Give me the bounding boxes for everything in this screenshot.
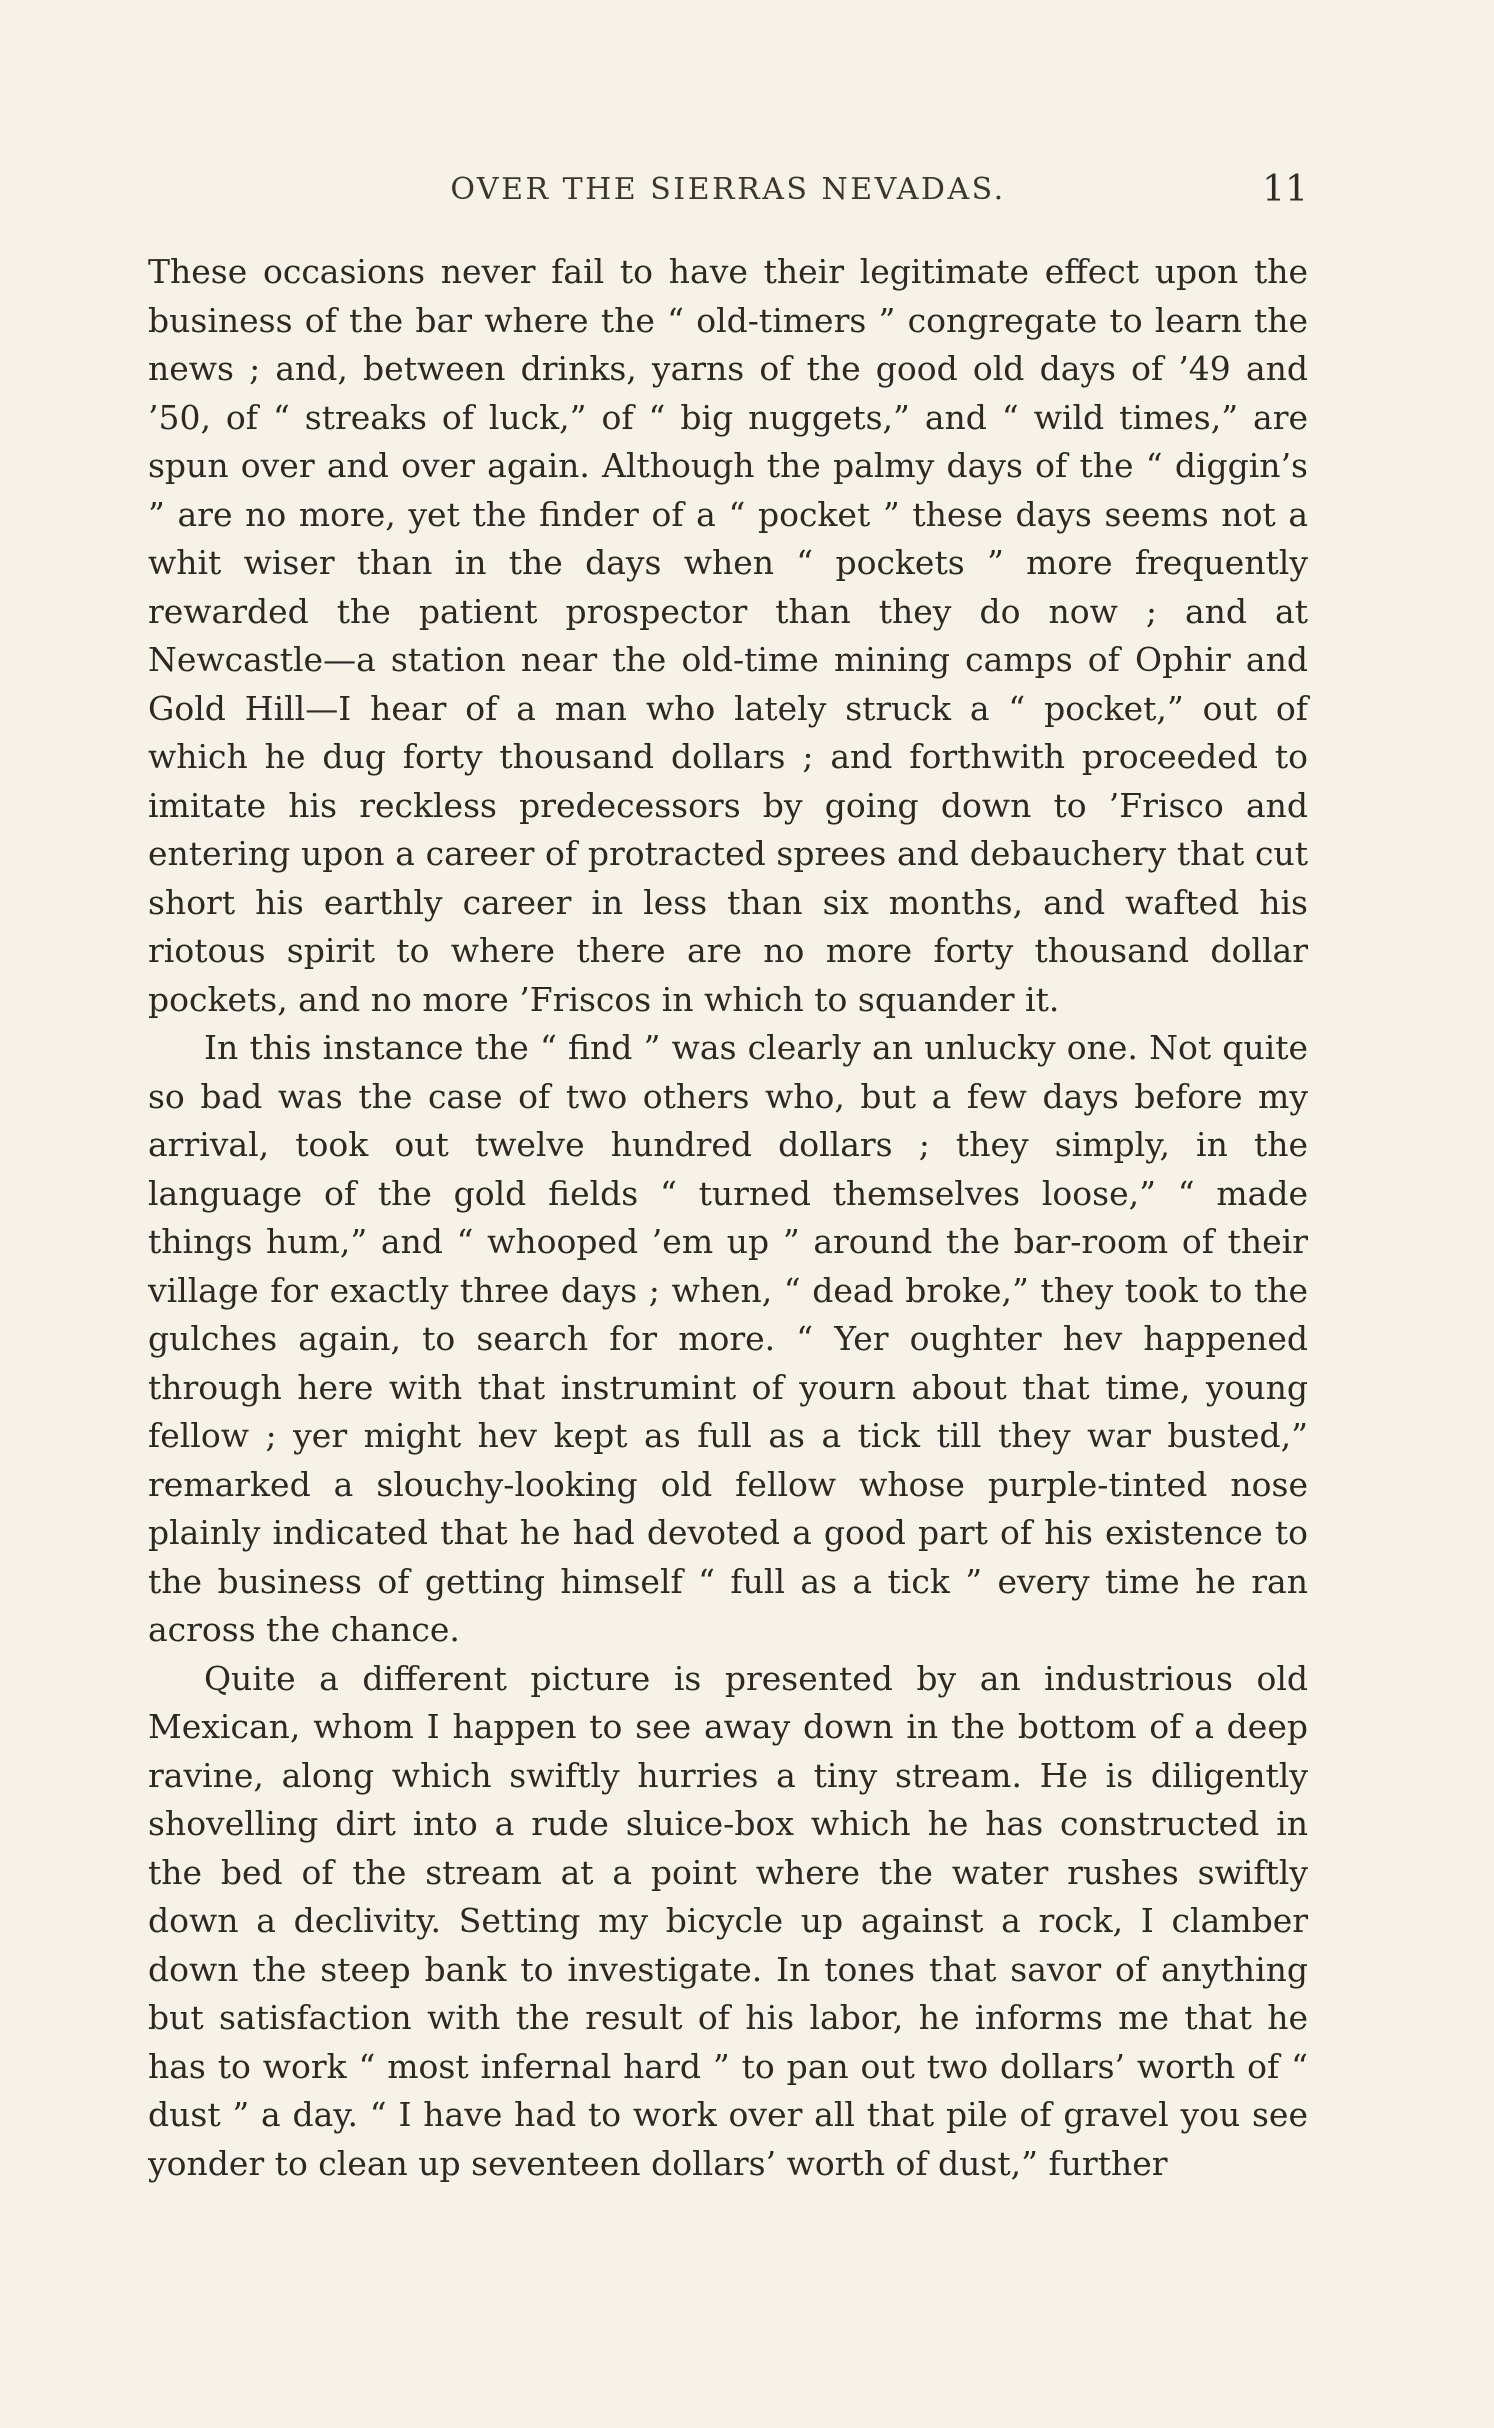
page-number: 11	[1262, 169, 1308, 210]
paragraph: In this instance the “ find ” was clearly an unlucky one. Not quite so bad was the case of two others who, but a few days before my arrival, took out twelve hundred dollars ; they simply, in the language of the gold fields “ turned themselves loose,” “ made things hum,” and “ whooped ’em up ” around the bar-room of their village for exactly three days ; when, “ dead broke,” they took to the gulches again, to search for more. “ Yer oughter hev happened through here with that instrumint of yourn about that time, young fellow ; yer might hev kept as full as a tick till they war busted,” remarked a slouchy-looking old fellow whose purple-tinted nose plainly indicated that he had devoted a good part of his existence to the business of getting himself “ full as a tick ” every time he ran across the chance.	[148, 1028, 1308, 1649]
running-head	[148, 166, 1308, 214]
paragraph: These occasions never fail to have their legitimate effect upon the business of the bar where the “ old-timers ” congregate to learn the news ; and, between drinks, yarns of the good old days of ’49 and ’50, of “ streaks of luck,” of “ big nuggets,” and “ wild times,” are spun over and over again. Although the palmy days of the “ diggin’s ” are no more, yet the finder of a “ pocket ” these days seems not a whit wiser than in the days when “ pockets ” more frequently rewarded the patient prospector than they do now ; and at Newcastle—a station near the old-time mining camps of Ophir and Gold Hill—I hear of a man who lately struck a “ pocket,” out of which he dug forty thousand dollars ; and forthwith proceeded to imitate his reckless predecessors by going down to ’Frisco and entering upon a career of protracted sprees and debauchery that cut short his earthly career in less than six months, and wafted his riotous spirit to where there are no more forty thousand dollar pockets, and no more ’Friscos in which to squander it.	[148, 252, 1308, 1019]
paragraph: Quite a different picture is presented by an industrious old Mexican, whom I happen to see away down in the bottom of a deep ravine, along which swiftly hurries a tiny stream. He is diligently shovelling dirt into a rude sluice-box which he has constructed in the bed of the stream at a point where the water rushes swiftly down a declivity. Setting my bicycle up against a rock, I clamber down the steep bank to investigate. In tones that savor of anything but satisfaction with the result of his labor, he informs me that he has to work “ most infernal hard ” to pan out two dollars’ worth of “ dust ” a day. “ I have had to work over all that pile of gravel you see yonder to clean up seventeen dollars’ worth of dust,” further	[148, 1658, 1308, 2183]
running-title: OVER THE SIERRAS NEVADAS.	[450, 172, 1006, 207]
body-text	[148, 248, 1308, 2188]
